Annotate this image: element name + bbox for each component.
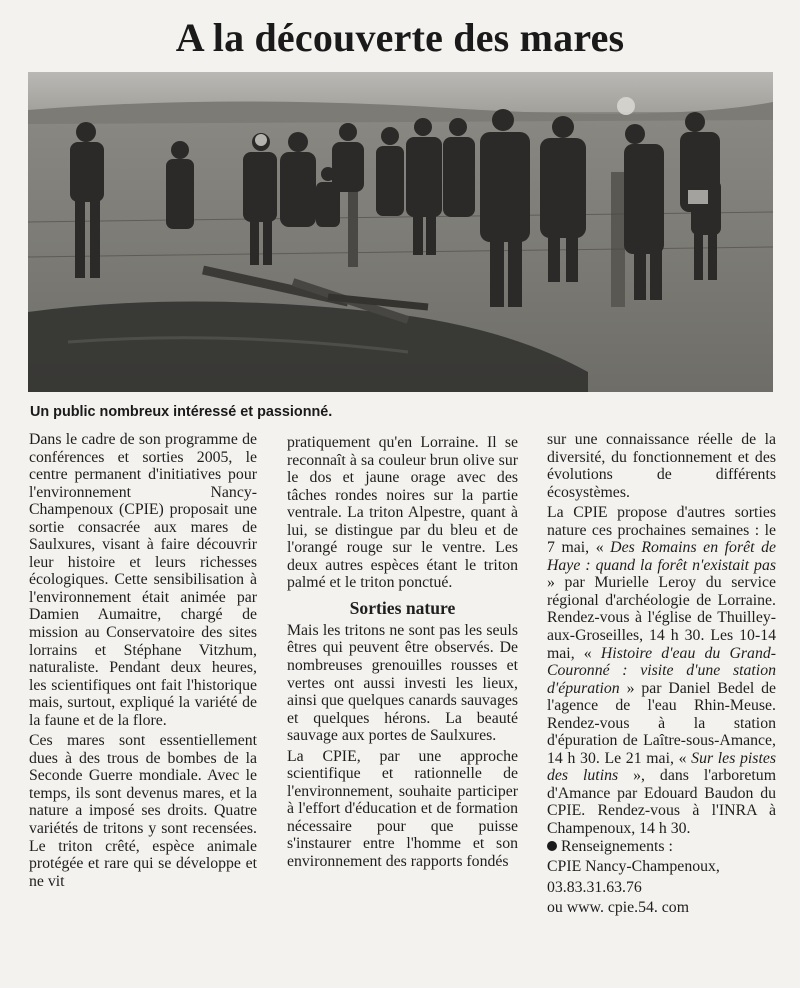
article-photo xyxy=(28,72,773,392)
paragraph xyxy=(547,504,776,837)
text-run: » par Murielle Leroy du service régional d'archéologie de Lorraine. Rendez-vous à l'église de Thuilley-aux-Groseilles, 14 h 30. Les 10-14 mai, « xyxy=(547,574,776,662)
text-run: La CPIE propose d'autres sorties nature ces prochaines semaines : le 7 mai, « xyxy=(547,504,776,557)
event-title: Sur les pistes des lutins xyxy=(547,749,776,785)
article-column-3 xyxy=(547,431,776,917)
info-org: CPIE Nancy-Champenoux, xyxy=(547,858,720,876)
article-column-1 xyxy=(29,431,257,890)
photo-caption: Un public nombreux intéressé et passionné. xyxy=(30,404,333,420)
info-block xyxy=(547,838,776,917)
info-label: Renseignements : xyxy=(561,837,673,855)
paragraph: Mais les tritons ne sont pas les seuls êtres qui peuvent être observés. De nombreuses grenouilles rousses et vertes ont aussi investi les lieux, ainsi que quelques canards sauvages et quelques hérons. La beauté sauvage aux portes de Saulxures. xyxy=(287,621,518,745)
paragraph: pratiquement qu'en Lorraine. Il se reconnaît à sa couleur brun olive sur le dos et jaune orage avec des tâches rondes noires sur la partie ventrale. La triton Alpestre, quant à lui, se distingue par du bleu et de l'orangé rouge sur le ventre. Les deux autres espèces étant le triton palmé et le triton ponctué. xyxy=(287,434,518,592)
info-web: ou www. cpie.54. com xyxy=(547,899,689,917)
bullet-icon xyxy=(547,841,557,851)
paragraph: Ces mares sont essentiellement dues à des trous de bombes de la Seconde Guerre mondiale. Avec le temps, ils sont devenus mares, et la nature a imposé ses droits. Quatre variétés de tritons y sont recensées. Le triton crêté, espèce animale protégée et rare qui se développe et ne vit xyxy=(29,732,257,890)
text-run: » par Daniel Bedel de l'agence de l'eau Rhin-Meuse. Rendez-vous à la station d'épuration de Laître-sous-Amance, 14 h 30. Le 21 mai, « xyxy=(547,679,776,767)
text-run: », dans l'arboretum d'Amance par Edouard Baudon du CPIE. Rendez-vous à l'INRA à Champenoux, 14 h 30. xyxy=(547,767,776,838)
event-title: Des Romains en forêt de Haye : quand la forêt n'existait pas xyxy=(547,539,776,574)
event-title: Histoire d'eau du Grand-Couronné : visite d'une station d'épuration xyxy=(547,644,776,697)
article-column-2 xyxy=(287,434,518,871)
info-phone: 03.83.31.63.76 xyxy=(547,878,642,896)
paragraph: La CPIE, par une approche scientifique et rationnelle de l'environnement, souhaite participer à l'effort d'éducation et de formation nécessaire pour que puisse s'instaurer entre l'homme et son environnement des rapports fondés xyxy=(287,747,518,871)
headline: A la découverte des mares xyxy=(175,15,625,60)
section-heading: Sorties nature xyxy=(349,597,456,618)
paragraph: sur une connaissance réelle de la diversité, du fonctionnement et des évolutions de différents écosystèmes. xyxy=(547,431,776,501)
paragraph: Dans le cadre de son programme de conférences et sorties 2005, le centre permanent d'initiatives pour l'environnement Nancy-Champenoux (CPIE) proposait une sortie consacrée aux mares de Saulxures, visant à faire découvrir leur histoire et leurs richesses écologiques. Cette sensibilisation à l'environnement était animée par Damien Aumaitre, chargé de mission au Conservatoire des sites lorrains et Stéphane Vitzhum, naturaliste. Pendant deux heures, les scientifiques ont fait l'historique mais, surtout, expliqué la variété de la faune et de la flore. xyxy=(29,431,257,729)
